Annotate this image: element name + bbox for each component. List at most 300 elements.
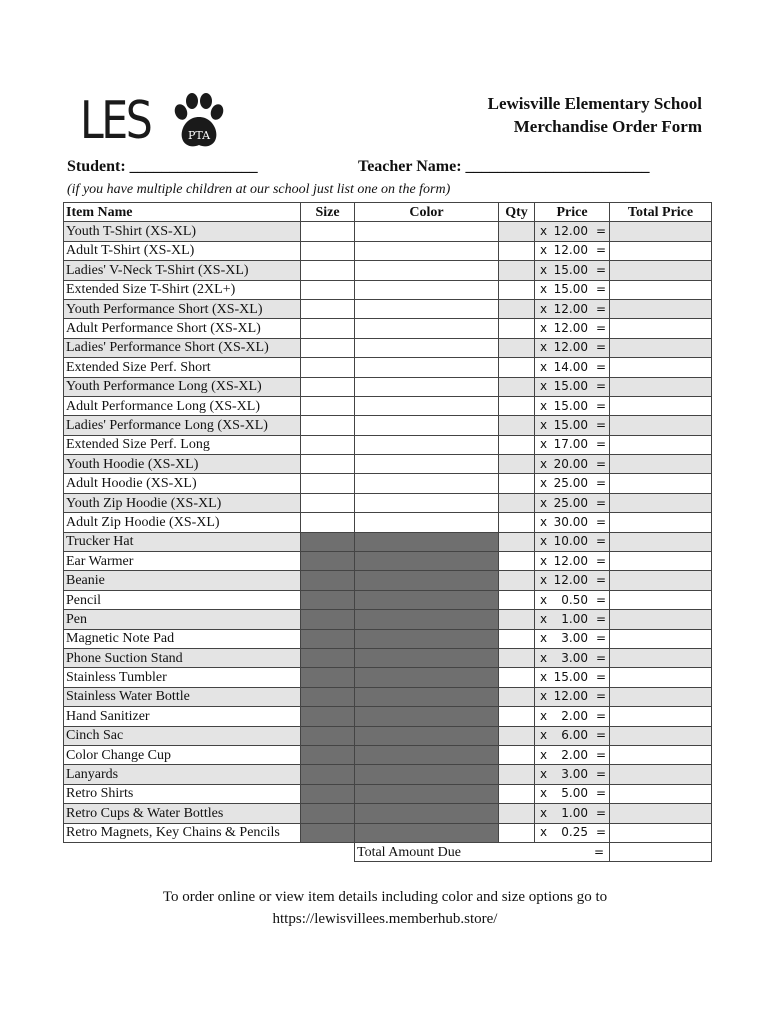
size-input <box>301 571 355 590</box>
price-equals: = <box>596 495 607 510</box>
item-name: Adult Zip Hoodie (XS-XL) <box>64 513 301 532</box>
price-equals: = <box>596 379 607 394</box>
student-field[interactable]: Student: ________________ <box>67 158 258 175</box>
price-value: 12.00 <box>553 301 588 316</box>
size-input <box>301 745 355 764</box>
qty-input[interactable] <box>499 532 535 551</box>
price-value: 12.00 <box>553 224 588 239</box>
total-price-input[interactable] <box>610 532 712 551</box>
color-input[interactable] <box>355 377 499 396</box>
qty-input[interactable] <box>499 765 535 784</box>
color-input[interactable] <box>355 241 499 260</box>
form-header <box>488 92 702 138</box>
total-price-input[interactable] <box>610 823 712 842</box>
price-multiplier: x <box>540 592 548 607</box>
footer-text: To order online or view item details including color and size options go to <box>162 889 608 905</box>
color-input <box>355 784 499 803</box>
item-price <box>535 358 610 377</box>
total-price-input[interactable] <box>610 319 712 338</box>
table-row <box>64 377 712 396</box>
size-input[interactable] <box>301 241 355 260</box>
price-equals: = <box>596 301 607 316</box>
item-name: Pen <box>64 610 301 629</box>
item-price <box>535 610 610 629</box>
price-equals: = <box>596 359 607 374</box>
item-price <box>535 765 610 784</box>
size-input <box>301 590 355 609</box>
price-equals: = <box>596 708 607 723</box>
color-input <box>355 590 499 609</box>
color-input[interactable] <box>355 513 499 532</box>
logo-badge: PTA <box>187 129 211 142</box>
price-equals: = <box>596 631 607 646</box>
total-price-input[interactable] <box>610 726 712 745</box>
price-value: 15.00 <box>553 670 588 685</box>
price-value: 15.00 <box>553 379 588 394</box>
price-value: 15.00 <box>553 262 588 277</box>
item-price <box>535 629 610 648</box>
size-input[interactable] <box>301 377 355 396</box>
total-amount-input[interactable] <box>610 842 712 861</box>
item-name: Lanyards <box>64 765 301 784</box>
table-row <box>64 338 712 357</box>
size-input[interactable] <box>301 416 355 435</box>
size-input <box>301 532 355 551</box>
item-price <box>535 455 610 474</box>
price-value: 15.00 <box>553 282 588 297</box>
price-multiplier: x <box>540 495 548 510</box>
table-row <box>64 629 712 648</box>
total-price-input[interactable] <box>610 804 712 823</box>
table-row <box>64 299 712 318</box>
logo-text: LES <box>80 91 151 151</box>
price-value: 2.00 <box>561 708 588 723</box>
item-price <box>535 377 610 396</box>
price-multiplier: x <box>540 398 548 413</box>
qty-input[interactable] <box>499 338 535 357</box>
size-input[interactable] <box>301 261 355 280</box>
item-name: Youth Zip Hoodie (XS-XL) <box>64 493 301 512</box>
col-qty: Qty <box>499 203 535 222</box>
total-price-input[interactable] <box>610 687 712 706</box>
col-total-price: Total Price <box>610 203 712 222</box>
item-name: Adult T-Shirt (XS-XL) <box>64 241 301 260</box>
price-multiplier: x <box>540 728 548 743</box>
store-link[interactable]: https://lewisvillees.memberhub.store/ <box>272 911 498 927</box>
item-name: Youth Hoodie (XS-XL) <box>64 455 301 474</box>
size-input[interactable] <box>301 280 355 299</box>
size-input[interactable] <box>301 513 355 532</box>
qty-input[interactable] <box>499 590 535 609</box>
price-value: 12.00 <box>553 573 588 588</box>
total-price-input[interactable] <box>610 261 712 280</box>
color-input <box>355 726 499 745</box>
color-input[interactable] <box>355 455 499 474</box>
price-equals: = <box>596 437 607 452</box>
school-logo <box>80 90 220 152</box>
item-price <box>535 784 610 803</box>
total-price-input[interactable] <box>610 571 712 590</box>
size-input[interactable] <box>301 319 355 338</box>
table-row <box>64 319 712 338</box>
price-multiplier: x <box>540 631 548 646</box>
qty-input[interactable] <box>499 648 535 667</box>
color-input[interactable] <box>355 493 499 512</box>
total-price-input[interactable] <box>610 629 712 648</box>
total-price-input[interactable] <box>610 707 712 726</box>
color-input <box>355 804 499 823</box>
item-price <box>535 299 610 318</box>
qty-input[interactable] <box>499 396 535 415</box>
price-multiplier: x <box>540 650 548 665</box>
price-multiplier: x <box>540 534 548 549</box>
table-row <box>64 435 712 454</box>
price-equals: = <box>596 553 607 568</box>
item-price <box>535 668 610 687</box>
qty-input[interactable] <box>499 687 535 706</box>
item-price <box>535 280 610 299</box>
price-multiplier: x <box>540 417 548 432</box>
total-price-input[interactable] <box>610 358 712 377</box>
size-input[interactable] <box>301 338 355 357</box>
total-price-input[interactable] <box>610 474 712 493</box>
price-value: 0.25 <box>561 825 588 840</box>
item-name: Extended Size T-Shirt (2XL+) <box>64 280 301 299</box>
size-input <box>301 629 355 648</box>
form-note: (if you have multiple children at our school just list one on the form) <box>67 182 451 197</box>
price-equals: = <box>596 340 607 355</box>
color-input[interactable] <box>355 416 499 435</box>
table-row <box>64 474 712 493</box>
qty-input[interactable] <box>499 493 535 512</box>
total-price-input[interactable] <box>610 280 712 299</box>
color-input[interactable] <box>355 319 499 338</box>
qty-input[interactable] <box>499 455 535 474</box>
item-name: Trucker Hat <box>64 532 301 551</box>
price-multiplier: x <box>540 786 548 801</box>
qty-input[interactable] <box>499 629 535 648</box>
total-price-input[interactable] <box>610 435 712 454</box>
item-price <box>535 590 610 609</box>
item-name: Extended Size Perf. Long <box>64 435 301 454</box>
price-value: 1.00 <box>561 805 588 820</box>
table-row <box>64 455 712 474</box>
color-input[interactable] <box>355 358 499 377</box>
price-value: 5.00 <box>561 786 588 801</box>
color-input[interactable] <box>355 474 499 493</box>
price-multiplier: x <box>540 437 548 452</box>
total-price-input[interactable] <box>610 610 712 629</box>
price-multiplier: x <box>540 359 548 374</box>
price-multiplier: x <box>540 611 548 626</box>
total-label: Total Amount Due <box>357 844 462 860</box>
total-row <box>64 842 712 861</box>
price-multiplier: x <box>540 573 548 588</box>
size-input <box>301 610 355 629</box>
total-eq: = <box>593 844 604 859</box>
price-multiplier: x <box>540 670 548 685</box>
item-name: Adult Hoodie (XS-XL) <box>64 474 301 493</box>
qty-input[interactable] <box>499 552 535 571</box>
price-value: 25.00 <box>553 476 588 491</box>
price-value: 3.00 <box>561 650 588 665</box>
item-price <box>535 726 610 745</box>
color-input[interactable] <box>355 435 499 454</box>
price-equals: = <box>596 321 607 336</box>
table-row <box>64 610 712 629</box>
paw-print-icon <box>172 92 226 150</box>
price-value: 3.00 <box>561 767 588 782</box>
size-input[interactable] <box>301 435 355 454</box>
price-equals: = <box>596 573 607 588</box>
price-value: 10.00 <box>553 534 588 549</box>
item-name: Youth T-Shirt (XS-XL) <box>64 222 301 241</box>
total-price-input[interactable] <box>610 338 712 357</box>
total-price-input[interactable] <box>610 493 712 512</box>
teacher-name-field[interactable]: Teacher Name: _______________________ <box>358 158 650 175</box>
table-row <box>64 823 712 842</box>
item-name: Pencil <box>64 590 301 609</box>
color-input[interactable] <box>355 299 499 318</box>
item-name: Adult Performance Short (XS-XL) <box>64 319 301 338</box>
table-row <box>64 396 712 415</box>
item-name: Youth Performance Short (XS-XL) <box>64 299 301 318</box>
item-price <box>535 571 610 590</box>
color-input[interactable] <box>355 261 499 280</box>
color-input <box>355 532 499 551</box>
price-equals: = <box>596 282 607 297</box>
size-input[interactable] <box>301 474 355 493</box>
price-multiplier: x <box>540 805 548 820</box>
price-value: 15.00 <box>553 417 588 432</box>
item-name: Ladies' Performance Long (XS-XL) <box>64 416 301 435</box>
qty-input[interactable] <box>499 707 535 726</box>
item-price <box>535 416 610 435</box>
table-row <box>64 358 712 377</box>
price-equals: = <box>596 476 607 491</box>
total-price-input[interactable] <box>610 590 712 609</box>
item-name: Beanie <box>64 571 301 590</box>
price-equals: = <box>596 767 607 782</box>
table-header-row <box>64 203 712 222</box>
price-multiplier: x <box>540 514 548 529</box>
total-price-input[interactable] <box>610 552 712 571</box>
price-value: 17.00 <box>553 437 588 452</box>
price-equals: = <box>596 611 607 626</box>
qty-input[interactable] <box>499 474 535 493</box>
price-equals: = <box>596 805 607 820</box>
item-name: Adult Performance Long (XS-XL) <box>64 396 301 415</box>
qty-input[interactable] <box>499 222 535 241</box>
size-input[interactable] <box>301 222 355 241</box>
qty-input[interactable] <box>499 610 535 629</box>
table-row <box>64 261 712 280</box>
table-row <box>64 280 712 299</box>
size-input[interactable] <box>301 493 355 512</box>
price-equals: = <box>596 786 607 801</box>
total-price-input[interactable] <box>610 416 712 435</box>
table-row <box>64 513 712 532</box>
price-equals: = <box>596 670 607 685</box>
size-input[interactable] <box>301 455 355 474</box>
item-price <box>535 261 610 280</box>
color-input[interactable] <box>355 222 499 241</box>
item-price <box>535 338 610 357</box>
total-price-input[interactable] <box>610 765 712 784</box>
table-row <box>64 687 712 706</box>
price-value: 12.00 <box>553 689 588 704</box>
qty-input[interactable] <box>499 261 535 280</box>
qty-input[interactable] <box>499 358 535 377</box>
price-multiplier: x <box>540 767 548 782</box>
price-value: 30.00 <box>553 514 588 529</box>
school-name: Lewisville Elementary School <box>487 94 702 113</box>
price-value: 20.00 <box>553 456 588 471</box>
qty-input[interactable] <box>499 435 535 454</box>
item-name: Retro Shirts <box>64 784 301 803</box>
table-row <box>64 707 712 726</box>
price-multiplier: x <box>540 708 548 723</box>
total-price-input[interactable] <box>610 299 712 318</box>
item-price <box>535 532 610 551</box>
qty-input[interactable] <box>499 784 535 803</box>
color-input <box>355 610 499 629</box>
qty-input[interactable] <box>499 416 535 435</box>
size-input <box>301 687 355 706</box>
color-input <box>355 687 499 706</box>
item-price <box>535 513 610 532</box>
table-row <box>64 552 712 571</box>
item-name: Ladies' Performance Short (XS-XL) <box>64 338 301 357</box>
item-name: Magnetic Note Pad <box>64 629 301 648</box>
item-name: Stainless Water Bottle <box>64 687 301 706</box>
price-equals: = <box>596 689 607 704</box>
color-input[interactable] <box>355 338 499 357</box>
size-input[interactable] <box>301 299 355 318</box>
table-row <box>64 222 712 241</box>
price-equals: = <box>596 534 607 549</box>
form-title: Merchandise Order Form <box>513 117 702 136</box>
qty-input[interactable] <box>499 668 535 687</box>
total-price-input[interactable] <box>610 784 712 803</box>
item-name: Extended Size Perf. Short <box>64 358 301 377</box>
price-equals: = <box>596 825 607 840</box>
item-price <box>535 241 610 260</box>
item-name: Cinch Sac <box>64 726 301 745</box>
color-input <box>355 668 499 687</box>
order-table <box>63 202 712 862</box>
table-row <box>64 571 712 590</box>
item-name: Stainless Tumbler <box>64 668 301 687</box>
table-row <box>64 241 712 260</box>
size-input[interactable] <box>301 396 355 415</box>
qty-input[interactable] <box>499 319 535 338</box>
price-value: 1.00 <box>561 611 588 626</box>
price-equals: = <box>596 243 607 258</box>
price-equals: = <box>596 514 607 529</box>
price-multiplier: x <box>540 262 548 277</box>
total-price-input[interactable] <box>610 455 712 474</box>
qty-input[interactable] <box>499 745 535 764</box>
table-row <box>64 668 712 687</box>
price-multiplier: x <box>540 301 548 316</box>
item-price <box>535 823 610 842</box>
color-input[interactable] <box>355 280 499 299</box>
price-multiplier: x <box>540 224 548 239</box>
price-value: 12.00 <box>553 553 588 568</box>
col-size: Size <box>301 203 355 222</box>
item-name: Color Change Cup <box>64 745 301 764</box>
item-price <box>535 474 610 493</box>
total-price-input[interactable] <box>610 396 712 415</box>
item-name: Youth Performance Long (XS-XL) <box>64 377 301 396</box>
qty-input[interactable] <box>499 804 535 823</box>
item-price <box>535 552 610 571</box>
color-input <box>355 552 499 571</box>
item-name: Ear Warmer <box>64 552 301 571</box>
item-price <box>535 493 610 512</box>
price-multiplier: x <box>540 379 548 394</box>
item-price <box>535 707 610 726</box>
footer <box>0 886 770 930</box>
col-item-name: Item Name <box>64 203 301 222</box>
col-color: Color <box>355 203 499 222</box>
qty-input[interactable] <box>499 299 535 318</box>
size-input <box>301 552 355 571</box>
item-name: Phone Suction Stand <box>64 648 301 667</box>
item-name: Retro Magnets, Key Chains & Pencils <box>64 823 301 842</box>
qty-input[interactable] <box>499 377 535 396</box>
total-price-input[interactable] <box>610 513 712 532</box>
color-input <box>355 823 499 842</box>
total-price-input[interactable] <box>610 222 712 241</box>
color-input[interactable] <box>355 396 499 415</box>
price-equals: = <box>596 747 607 762</box>
price-equals: = <box>596 592 607 607</box>
price-value: 12.00 <box>553 321 588 336</box>
qty-input[interactable] <box>499 823 535 842</box>
size-input <box>301 804 355 823</box>
item-price <box>535 396 610 415</box>
total-price-input[interactable] <box>610 648 712 667</box>
size-input <box>301 648 355 667</box>
size-input <box>301 668 355 687</box>
color-input <box>355 571 499 590</box>
qty-input[interactable] <box>499 726 535 745</box>
total-price-input[interactable] <box>610 377 712 396</box>
size-input[interactable] <box>301 358 355 377</box>
total-price-input[interactable] <box>610 241 712 260</box>
size-input <box>301 784 355 803</box>
color-input <box>355 707 499 726</box>
qty-input[interactable] <box>499 280 535 299</box>
item-price <box>535 745 610 764</box>
qty-input[interactable] <box>499 513 535 532</box>
table-row <box>64 590 712 609</box>
price-value: 0.50 <box>561 592 588 607</box>
price-equals: = <box>596 417 607 432</box>
total-amount-due <box>355 842 610 861</box>
table-row <box>64 784 712 803</box>
price-value: 14.00 <box>553 359 588 374</box>
qty-input[interactable] <box>499 241 535 260</box>
total-price-input[interactable] <box>610 745 712 764</box>
item-name: Hand Sanitizer <box>64 707 301 726</box>
size-input <box>301 726 355 745</box>
total-price-input[interactable] <box>610 668 712 687</box>
color-input <box>355 648 499 667</box>
qty-input[interactable] <box>499 571 535 590</box>
